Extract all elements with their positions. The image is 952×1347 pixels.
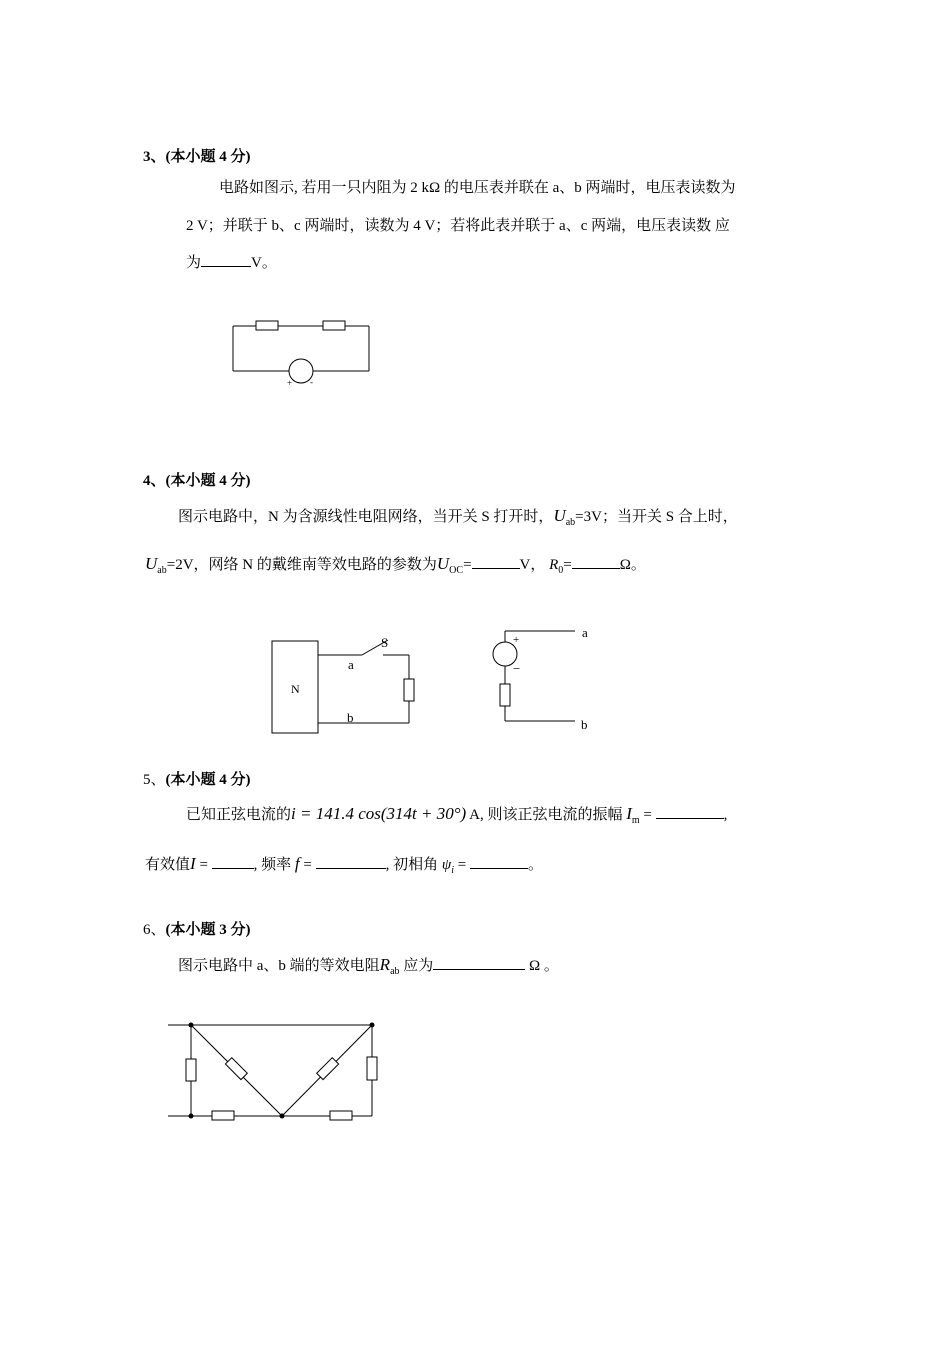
q4-a-label: a: [348, 657, 354, 672]
q4-ab-subscript: ab: [565, 517, 576, 528]
q5-eq-4: =: [454, 857, 470, 873]
q3-heading: 3、(本小题 4 分): [143, 149, 251, 165]
q4-line2-text: =2V，网络 N 的戴维南等效电路的参数为: [166, 557, 437, 573]
q4-line1-text: 图示电路中，N 为含源线性电阻网络，当开关 S 打开时，: [178, 509, 554, 525]
q5-line2-freq: , 频率: [253, 857, 292, 873]
q4-r-subscript: 0: [558, 565, 564, 576]
q4-unit-v: V，: [519, 557, 546, 573]
q4-unit-ohm: Ω。: [619, 557, 646, 573]
q5-psi-subscript: i: [451, 865, 454, 876]
q5-formula: i = 141.4 cos(314t + 30°): [291, 804, 467, 823]
q4-right-a-label: a: [582, 625, 588, 640]
q5-eq: =: [639, 807, 656, 823]
q4-uoc-symbol: U: [436, 554, 450, 573]
q5-end: 。: [527, 857, 543, 873]
q5-heading-rest: (本小题 4 分): [165, 772, 251, 788]
q5-im-subscript: m: [631, 815, 640, 826]
q4-line1-rest: =3V；当开关 S 合上时，: [575, 509, 738, 525]
q4-heading: 4、(本小题 4 分): [143, 473, 251, 489]
q5-line2-text: 有效值: [145, 857, 191, 873]
q5-psi-symbol: ψ: [441, 857, 452, 873]
q6-heading-num: 6、: [143, 922, 166, 938]
q4-plus-label: +: [513, 634, 520, 646]
q4-minus-label: −: [513, 661, 521, 676]
q5-line1-rest: A, 则该正弦电流的振幅: [466, 807, 623, 823]
q5-line1-text: 已知正弦电流的: [186, 807, 292, 823]
q3-plus-label: +: [287, 378, 293, 388]
q4-eq: =: [463, 557, 472, 573]
q5-line2-phase: , 初相角: [385, 857, 439, 873]
q5-i-symbol: I: [190, 854, 196, 873]
q5-im-symbol: I: [626, 804, 632, 823]
q4-right-b-label: b: [581, 717, 588, 732]
q6-unit: Ω 。: [529, 958, 559, 974]
q4-s-label: S: [381, 635, 389, 650]
q6-line1-rest: 应为: [403, 958, 434, 974]
q3-minus-label: -: [310, 377, 313, 387]
q4-oc-subscript: OC: [449, 565, 464, 576]
q6-ab-subscript: ab: [390, 966, 400, 977]
q4-eq-2: =: [563, 557, 572, 573]
q4-u-symbol: U: [553, 506, 566, 525]
q5-f-symbol: f: [294, 854, 300, 873]
q4-u-symbol-2: U: [145, 554, 158, 573]
q4-r-symbol: R: [549, 557, 559, 573]
q5-comma: ,: [723, 807, 728, 823]
q6-line1-text: 图示电路中 a、b 端的等效电阻: [178, 958, 380, 974]
q5-eq-2: =: [195, 857, 212, 873]
q4-n-label: N: [291, 682, 300, 696]
q6-r-symbol: R: [379, 955, 391, 974]
q3-line2: 2 V；并联于 b、c 两端时，读数为 4 V；若将此表并联于 a、c 两端，电压表读数 应: [186, 218, 730, 234]
q3-line1: 电路如图示, 若用一只内阻为 2 kΩ 的电压表并联在 a、b 两端时，电压表读数为: [219, 180, 736, 196]
q3-line3-pre: 为: [186, 255, 202, 271]
q5-heading-num: 5、: [143, 772, 166, 788]
q6-heading-rest: (本小题 3 分): [165, 922, 251, 938]
q5-eq-3: =: [299, 857, 316, 873]
q3-line3-post: V。: [251, 255, 277, 271]
q4-ab-subscript-2: ab: [157, 565, 167, 576]
q4-b-label: b: [347, 710, 354, 725]
